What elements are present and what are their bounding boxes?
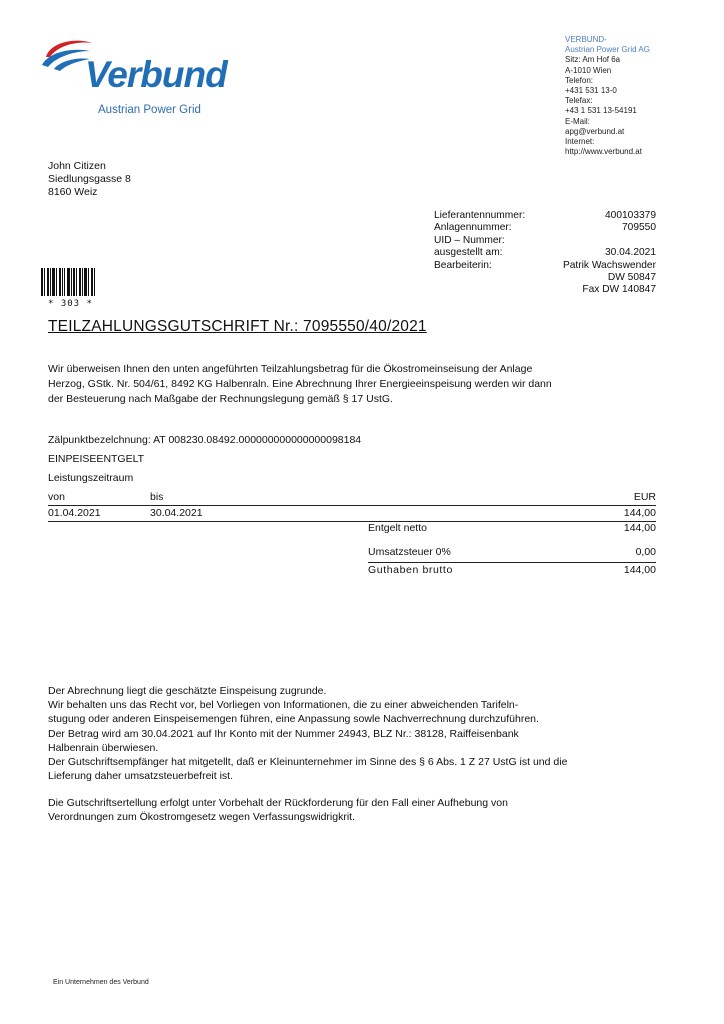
- sender-email[interactable]: apg@verbund.at: [565, 126, 625, 136]
- logo-wordmark: Verbund: [85, 54, 227, 95]
- info-dw: DW 50847: [607, 272, 656, 284]
- disclaimer-line: Die Gutschriftsertellung erfolgt unter Vorbehalt der Rückforderung für den Fall einer Aufhebung von: [48, 797, 508, 809]
- note-line: Der Gutschriftsempfänger hat mitgetellt, daß er Kleinunternehmer im Sinne des § 6 Abs. 1 Z 27 UstG ist und die: [48, 756, 568, 769]
- verbund-logo: [40, 30, 230, 120]
- info-value: [544, 235, 656, 247]
- document-info: [434, 210, 656, 297]
- note-line: Der Betrag wird am 30.04.2021 auf Ihr Konto mit der Nummer 24943, BLZ Nr.: 38128, Raiffeisenbank: [48, 727, 519, 740]
- sender-telefax-label: Telefax:: [565, 96, 593, 106]
- summary-label: Guthaben brutto: [368, 564, 453, 576]
- table-header-divider: [48, 505, 656, 506]
- summary-value: 0,00: [635, 546, 656, 558]
- intro-line: der Besteuerung nach Maßgabe der Rechnungslegung gemäß § 17 UstG.: [48, 393, 393, 405]
- col-von: von: [48, 491, 65, 503]
- barcode-text: * 303 *: [48, 299, 93, 309]
- info-row-ausgestellt: [434, 247, 656, 259]
- info-value: 30.04.2021: [605, 247, 656, 259]
- document-title: TEILZAHLUNGSGUTSCHRIFT Nr.: 7095550/40/2021: [48, 318, 427, 335]
- info-row-anlage: [434, 222, 656, 234]
- summary-label: Umsatzsteuer 0%: [368, 546, 451, 558]
- footer-text: Ein Unternehmen des Verbund: [53, 979, 149, 986]
- recipient-name: John Citizen: [48, 160, 106, 172]
- info-label: UID – Nummer:: [434, 234, 505, 246]
- summary-divider: [368, 562, 656, 563]
- sender-name-line1: VERBUND-: [565, 35, 607, 44]
- info-label: Anlagennummer:: [434, 222, 512, 234]
- note-line: Der Abrechnung liegt die geschätzte Einspeisung zugrunde.: [48, 685, 327, 697]
- sender-address: [565, 35, 650, 157]
- note-line: Lieferung daher umsatzsteuerbefreit ist.: [48, 770, 234, 783]
- col-bis: bis: [150, 491, 164, 503]
- intro-line: Wir überweisen Ihnen den unten angeführten Teilzahlungsbetrag für die Ökostromeinseisung der Anlage: [48, 363, 533, 375]
- info-value: 709550: [622, 222, 656, 234]
- sender-telefon: +431 531 13-0: [565, 86, 617, 96]
- row-eur: 144,00: [623, 507, 656, 519]
- leistungszeitraum-label: Leistungszeitraum: [48, 472, 134, 484]
- intro-paragraph: [48, 362, 648, 407]
- info-row-uid: [434, 235, 656, 247]
- info-value: 400103379: [605, 210, 656, 221]
- row-von: 01.04.2021: [48, 507, 101, 519]
- info-label: ausgestellt am:: [434, 247, 503, 259]
- info-label: Bearbeiterin:: [434, 259, 492, 271]
- recipient-street: Siedlungsgasse 8: [48, 173, 131, 185]
- notes-paragraph: [48, 684, 668, 783]
- summary-value: 144,00: [623, 564, 656, 576]
- disclaimer-paragraph: [48, 796, 668, 824]
- table-header: [48, 491, 656, 505]
- recipient-city: 8160 Weiz: [48, 186, 98, 198]
- summary-ust: [368, 546, 656, 562]
- zaehlpunkt: Zälpunktbezelchnung: AT 008230.08492.000000000000000098184: [48, 434, 362, 446]
- info-value: Patrik Wachswender: [562, 259, 656, 271]
- info-label: Lieferantennummer:: [434, 210, 526, 221]
- sender-internet[interactable]: http://www.verbund.at: [565, 147, 642, 157]
- sender-sitz: Sitz: Am Hof 6a: [565, 55, 621, 65]
- summary-value: 144,00: [623, 522, 656, 534]
- intro-line: Herzog, GStk. Nr. 504/61, 8492 KG Halbenraln. Eine Abrechnung Ihrer Energieeinspeisung werden wir dann: [48, 378, 552, 390]
- summary-block: [368, 522, 656, 580]
- note-line: Wir behalten uns das Recht vor, bel Vorliegen von Informationen, die zu einer abweichenden Tarifeln-: [48, 699, 519, 712]
- summary-netto: [368, 522, 656, 546]
- row-bis: 30.04.2021: [150, 507, 203, 519]
- table-row: [48, 507, 656, 521]
- disclaimer-line: Verordnungen zum Ökostromgesetz wegen Verfassungswidrigkrit.: [48, 811, 355, 824]
- recipient-address: [48, 160, 131, 199]
- sender-telefon-label: Telefon:: [565, 75, 594, 85]
- note-line: Halbenrain überwiesen.: [48, 741, 159, 754]
- summary-brutto: [368, 564, 656, 580]
- col-eur: EUR: [633, 491, 656, 503]
- info-fax: Fax DW 140847: [582, 284, 656, 296]
- sender-name-line2: Austrian Power Grid AG: [565, 45, 650, 55]
- sender-telefax: +43 1 531 13-54191: [565, 106, 637, 116]
- barcode-graphic: [41, 268, 97, 296]
- sender-internet-label: Internet:: [565, 137, 595, 147]
- logo-tagline: Austrian Power Grid: [98, 104, 201, 116]
- note-line: stugung oder anderen Einspeisemengen führen, eine Anpassung sowle Nachverrechnung durchzuführen.: [48, 713, 539, 726]
- info-row-bearbeiterin: [434, 260, 656, 272]
- sender-email-label: E-Mail:: [565, 116, 590, 126]
- barcode: [41, 268, 97, 301]
- einspeiseentgelt-heading: EINPEISEENTGELT: [48, 453, 145, 465]
- summary-label: Entgelt netto: [368, 522, 427, 534]
- info-row-lieferant: [434, 210, 656, 222]
- sender-city: A-1010 Wien: [565, 65, 612, 75]
